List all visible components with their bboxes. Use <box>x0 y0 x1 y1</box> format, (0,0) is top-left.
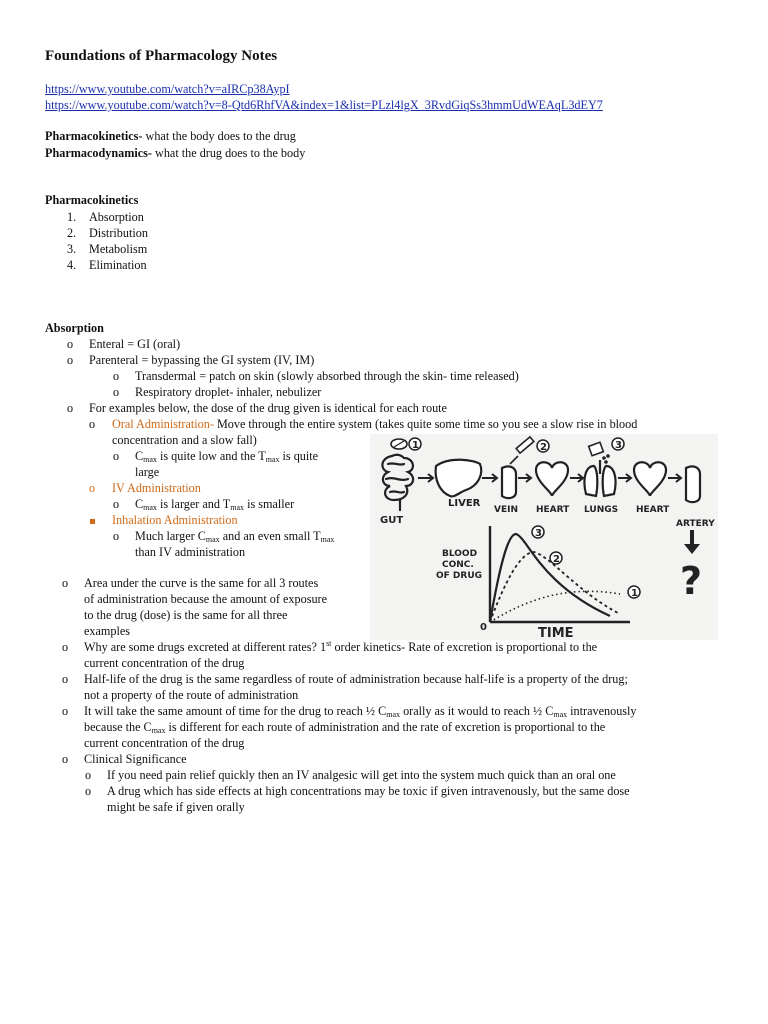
iv-c-text-3: is smaller <box>244 497 295 511</box>
time-line-1 <box>84 703 637 719</box>
bullet-respiratory: o <box>113 385 120 399</box>
time-text-2b: is different for each route of administration and the rate of excretion is proportional to the <box>165 720 606 734</box>
x-axis-label: TIME <box>538 626 574 640</box>
artery-label: ARTERY <box>676 519 715 529</box>
curve-1-label: 1 <box>631 588 638 599</box>
youtube-link-1[interactable]: https://www.youtube.com/watch?v=aIRCp38AypI <box>45 82 290 96</box>
time-text-1b: orally as it would to reach ½ C <box>400 704 554 718</box>
pd-term: Pharmacodynamics- <box>45 146 152 160</box>
max-subscript: max <box>143 455 157 464</box>
time-text-1c: intravenously <box>567 704 637 718</box>
bullet-parenteral: o <box>67 353 74 367</box>
max-subscript: max <box>265 455 280 464</box>
marker-3-label: 3 <box>615 440 622 451</box>
excretion-line-2: current concentration of the drug <box>84 656 245 670</box>
bullet-oral-cmax: o <box>113 449 120 463</box>
heart-label-1: HEART <box>536 505 570 515</box>
iv-cmax-line <box>135 496 294 512</box>
marker-2-label: 2 <box>540 442 547 453</box>
absorption-heading: Absorption <box>45 321 104 335</box>
time-text-2a: because the C <box>84 720 152 734</box>
pill-icon <box>391 439 407 449</box>
parenteral-text: Parenteral = bypassing the GI system (IV, IM) <box>89 353 315 367</box>
bullet-half-life: o <box>62 672 69 686</box>
vein-icon <box>502 466 516 498</box>
c-letter: C <box>135 449 144 463</box>
bullet-excretion: o <box>62 640 69 654</box>
respiratory-text: Respiratory droplet- inhaler, nebulizer <box>135 385 322 399</box>
excr-text-1b: order kinetics- Rate of excretion is proportional to the <box>331 640 598 654</box>
inhalation-cmax-line <box>135 528 334 544</box>
auc-line-2: of administration because the amount of exposure <box>84 592 328 606</box>
auc-line-3: to the drug (dose) is the same for all three <box>84 608 288 622</box>
pharmacokinetics-heading: Pharmacokinetics <box>45 193 139 207</box>
max-subscript: max <box>553 710 568 719</box>
y-axis-label-3: OF DRUG <box>436 571 483 581</box>
bullet-clinical: o <box>62 752 69 766</box>
pk-term: Pharmacokinetics- <box>45 129 143 143</box>
clinical-line-1: If you need pain relief quickly then an IV analgesic will get into the system much quick than an oral one <box>107 768 616 782</box>
bullet-clinical-1: o <box>85 768 92 782</box>
auc-line-4: examples <box>84 624 131 638</box>
clinical-line-3: might be safe if given orally <box>107 800 245 814</box>
max-subscript: max <box>320 535 335 544</box>
square-bullet-icon <box>90 519 95 524</box>
transdermal-text: Transdermal = patch on skin (slowly absorbed through the skin- time released) <box>135 369 519 383</box>
bullet-auc: o <box>62 576 69 590</box>
examples-text: For examples below, the dose of the drug given is identical for each route <box>89 401 447 415</box>
pk-list-num-4: 4. <box>67 258 77 272</box>
max-subscript: max <box>230 503 245 512</box>
inh-c-text-1: Much larger C <box>135 529 206 543</box>
max-subscript: max <box>386 710 401 719</box>
vein-label: VEIN <box>494 505 518 515</box>
absorption-diagram <box>370 434 718 640</box>
auc-line-1: Area under the curve is the same for all 3 routes <box>84 576 319 590</box>
enteral-text: Enteral = GI (oral) <box>89 337 181 351</box>
marker-1-label: 1 <box>412 440 419 451</box>
pk-list-item-4: Elimination <box>89 258 147 272</box>
oral-cmax-line-2: large <box>135 465 160 479</box>
curve-3-label: 3 <box>535 528 542 539</box>
bullet-clinical-2: o <box>85 784 92 798</box>
inh-c-text-2: and an even small T <box>219 529 321 543</box>
bullet-examples: o <box>67 401 74 415</box>
half-life-line-1: Half-life of the drug is the same regardless of route of administration because half-life is a property of the drug; <box>84 672 628 686</box>
excr-text-1a: Why are some drugs excreted at different rates? 1 <box>84 640 327 654</box>
time-line-3: current concentration of the drug <box>84 736 245 750</box>
youtube-link-2[interactable]: https://www.youtube.com/watch?v=8-Qtd6RhfVA&index=1&list=PLzl4lgX_3RvdGiqSs3hmmUdWEAqL3dEY7 <box>45 98 603 112</box>
inhalation-label: Inhalation Administration <box>112 513 238 527</box>
square-bullet-inhalation <box>90 512 95 528</box>
y-axis-label-1: BLOOD <box>442 549 478 559</box>
curve-2-label: 2 <box>553 554 560 565</box>
question-mark: ? <box>680 559 703 603</box>
clinical-line-2: A drug which has side effects at high concentrations may be toxic if given intravenously, but the same dose <box>107 784 630 798</box>
first-superscript: st <box>326 639 332 648</box>
bullet-enteral: o <box>67 337 74 351</box>
pk-list-item-1: Absorption <box>89 210 144 224</box>
gut-label: GUT <box>380 515 404 526</box>
artery-icon <box>686 466 700 502</box>
pk-list-num-1: 1. <box>67 210 77 224</box>
page-title: Foundations of Pharmacology Notes <box>45 48 278 64</box>
origin-label: 0 <box>480 622 487 633</box>
bullet-transdermal: o <box>113 369 120 383</box>
max-subscript: max <box>143 503 157 512</box>
pk-list-num-2: 2. <box>67 226 77 240</box>
inhalation-cmax-line-2: than IV administration <box>135 545 246 559</box>
y-axis-label-2: CONC. <box>442 560 474 570</box>
iv-c-text-2: is larger and T <box>156 497 231 511</box>
bullet-iv-cmax: o <box>113 497 120 511</box>
pharmacokinetics-definition <box>45 128 296 144</box>
bullet-inhalation-cmax: o <box>113 529 120 543</box>
pk-text: what the body does to the drug <box>142 129 296 143</box>
pharmacodynamics-definition <box>45 145 305 161</box>
oral-c-text-3: is quite <box>279 449 319 463</box>
iv-label: IV Administration <box>112 481 201 495</box>
oral-c-text-2: is quite low and the T <box>156 449 266 463</box>
lungs-label: LUNGS <box>584 505 619 515</box>
clinical-heading: Clinical Significance <box>84 752 187 766</box>
oral-line-2: concentration and a slow fall) <box>112 433 257 447</box>
pk-list-num-3: 3. <box>67 242 77 256</box>
bullet-oral: o <box>89 417 96 431</box>
liver-label: LIVER <box>448 498 481 509</box>
pk-list-item-3: Metabolism <box>89 242 148 256</box>
oral-cmax-line <box>135 448 318 464</box>
bullet-iv: o <box>89 481 96 495</box>
half-life-line-2: not a property of the route of administration <box>84 688 299 702</box>
max-subscript: max <box>151 726 166 735</box>
max-subscript: max <box>205 535 220 544</box>
oral-line-1 <box>112 416 637 432</box>
oral-label: Oral Administration- <box>112 417 214 431</box>
pd-text: what the drug does to the body <box>151 146 306 160</box>
c-letter: C <box>135 497 144 511</box>
heart-label-2: HEART <box>636 505 670 515</box>
oral-text-1: Move through the entire system (takes quite some time so you see a slow rise in blood <box>213 417 638 431</box>
pk-list-item-2: Distribution <box>89 226 148 240</box>
bullet-time: o <box>62 704 69 718</box>
excretion-line-1 <box>84 639 597 655</box>
time-line-2 <box>84 719 605 735</box>
time-text-1a: It will take the same amount of time for the drug to reach ½ C <box>84 704 387 718</box>
